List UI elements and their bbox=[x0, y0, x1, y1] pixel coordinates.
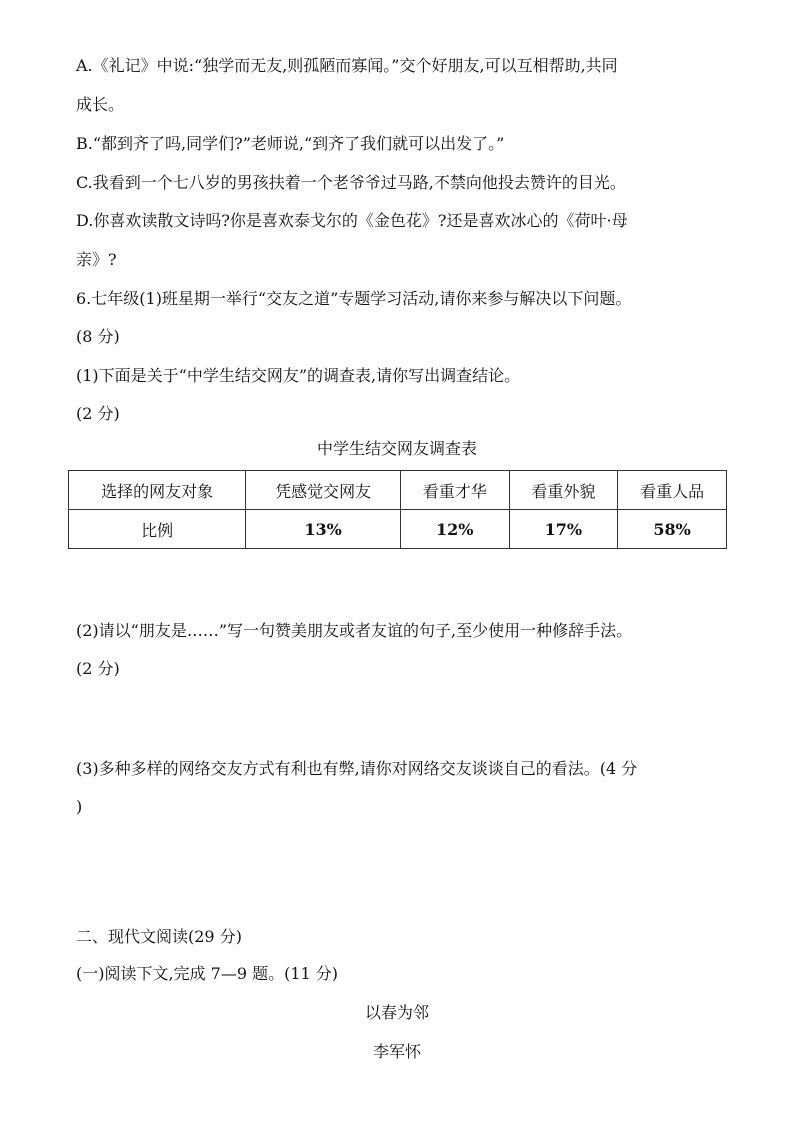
article-author: 李军怀 bbox=[372, 1042, 421, 1061]
question-6-sub1-score: (2 分) bbox=[76, 404, 120, 423]
question-6-sub3: (3)多种多样的网络交友方式有利也有弊,请你对网络交友谈谈自己的看法。(4 分 bbox=[76, 759, 638, 778]
table-row-label: 比例 bbox=[69, 510, 246, 549]
table-cell: 58% bbox=[618, 510, 727, 549]
table-header-cell: 看重才华 bbox=[400, 471, 509, 510]
table-row bbox=[69, 510, 727, 549]
question-6-score: (8 分) bbox=[76, 327, 120, 346]
table-header-cell: 选择的网友对象 bbox=[69, 471, 246, 510]
table-header-row bbox=[69, 471, 727, 510]
table-cell: 12% bbox=[400, 510, 509, 549]
question-6-sub3-end: ) bbox=[76, 797, 83, 816]
question-6-sub2-score: (2 分) bbox=[76, 659, 120, 678]
article-title: 以春为邻 bbox=[364, 1003, 429, 1022]
table-header-cell: 看重人品 bbox=[618, 471, 727, 510]
table-cell: 13% bbox=[246, 510, 401, 549]
question-6-stem: 6.七年级(1)班星期一举行“交友之道”专题学习活动,请你来参与解决以下问题。 bbox=[76, 289, 632, 308]
survey-table bbox=[68, 470, 727, 549]
section-2-part1: (一)阅读下文,完成 7—9 题。(11 分) bbox=[76, 964, 339, 983]
question-6-sub2: (2)请以“朋友是……”写一句赞美朋友或者友谊的句子,至少使用一种修辞手法。 bbox=[76, 621, 633, 640]
table-cell: 17% bbox=[509, 510, 618, 549]
section-2-heading: 二、现代文阅读(29 分) bbox=[76, 927, 242, 946]
table-header-cell: 凭感觉交网友 bbox=[246, 471, 401, 510]
option-c: C.我看到一个七八岁的男孩扶着一个老爷爷过马路,不禁向他投去赞许的目光。 bbox=[76, 173, 626, 192]
option-a-line2: 成长。 bbox=[76, 95, 125, 114]
survey-table-title: 中学生结交网友调查表 bbox=[316, 439, 477, 458]
question-6-sub1: (1)下面是关于“中学生结交网友”的调查表,请你写出调查结论。 bbox=[76, 366, 521, 385]
option-b: B.“都到齐了吗,同学们?”老师说,“到齐了我们就可以出发了。” bbox=[76, 134, 505, 153]
table-header-cell: 看重外貌 bbox=[509, 471, 618, 510]
option-d-line2: 亲》? bbox=[76, 250, 117, 269]
option-a-line1: A.《礼记》中说:“独学而无友,则孤陋而寡闻。”交个好朋友,可以互相帮助,共同 bbox=[76, 56, 618, 75]
option-d-line1: D.你喜欢读散文诗吗?你是喜欢泰戈尔的《金色花》?还是喜欢冰心的《荷叶·母 bbox=[76, 211, 628, 230]
